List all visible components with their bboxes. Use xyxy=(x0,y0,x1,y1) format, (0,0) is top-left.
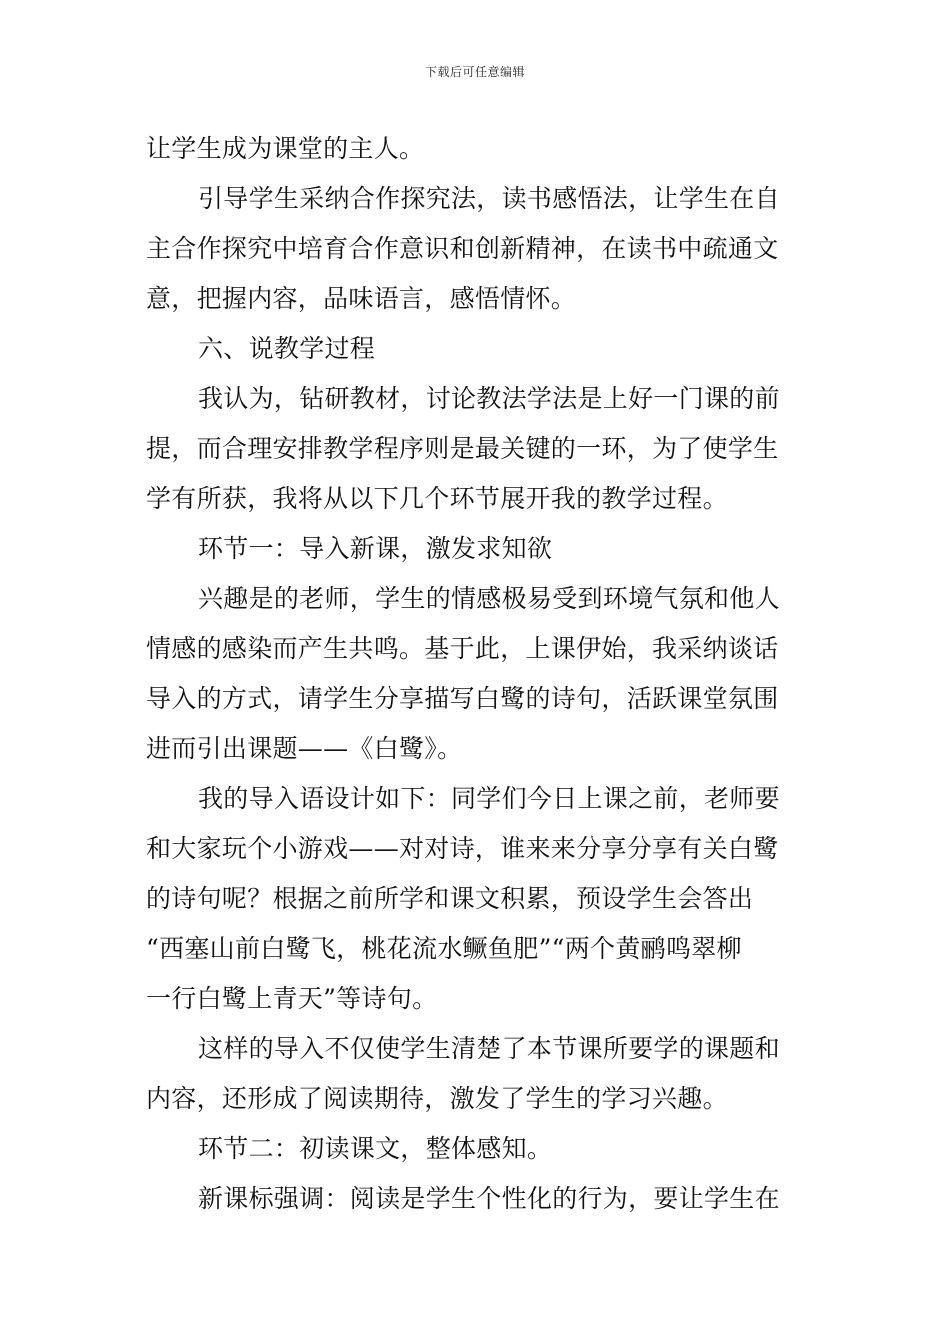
body-line: 导入的方式，请学生分享描写白鹭的诗句，活跃课堂氛围 xyxy=(146,684,779,713)
body-line: 我认为，钻研教材，讨论教法学法是上好一门课的前 xyxy=(198,384,780,413)
section-heading: 六、说教学过程 xyxy=(198,334,376,363)
body-line: 学有所获，我将从以下几个环节展开我的教学过程。 xyxy=(146,484,728,513)
body-line: 引导学生采纳合作探究法，读书感悟法，让学生在自 xyxy=(198,184,780,213)
body-line: 让学生成为课堂的主人。 xyxy=(146,134,425,163)
body-line: 主合作探究中培育合作意识和创新精神，在读书中疏通文 xyxy=(146,234,779,263)
body-line: 内容，还形成了阅读期待，激发了学生的学习兴趣。 xyxy=(146,1084,728,1113)
body-line: 这样的导入不仅使学生清楚了本节课所要学的课题和 xyxy=(198,1034,780,1063)
body-line: 进而引出课题——《白鹭》。 xyxy=(146,734,463,763)
body-line: 和大家玩个小游戏——对对诗，谁来来分享分享有关白鹭 xyxy=(146,834,779,863)
body-line: 一行白鹭上青天”等诗句。 xyxy=(146,984,438,1013)
body-line: 意，把握内容，品味语言，感悟情怀。 xyxy=(146,284,577,313)
page-header: 下载后可任意编辑 xyxy=(424,65,525,79)
body-line: 兴趣是的老师，学生的情感极易受到环境气氛和他人 xyxy=(198,584,780,613)
body-line: 我的导入语设计如下：同学们今日上课之前，老师要 xyxy=(198,784,780,813)
body-line: 提，而合理安排教学程序则是最关键的一环，为了使学生 xyxy=(146,434,779,463)
section-heading: 环节一：导入新课，激发求知欲 xyxy=(198,534,553,563)
body-line: 新课标强调：阅读是学生个性化的行为，要让学生在 xyxy=(198,1184,780,1213)
section-heading: 环节二：初读课文，整体感知。 xyxy=(198,1134,553,1163)
body-line: 的诗句呢？根据之前所学和课文积累，预设学生会答出 xyxy=(146,884,754,913)
body-line: “西塞山前白鹭飞，桃花流水鳜鱼肥”“两个黄鹂鸣翠柳 xyxy=(146,934,742,963)
body-line: 情感的感染而产生共鸣。基于此，上课伊始，我采纳谈话 xyxy=(146,634,779,663)
